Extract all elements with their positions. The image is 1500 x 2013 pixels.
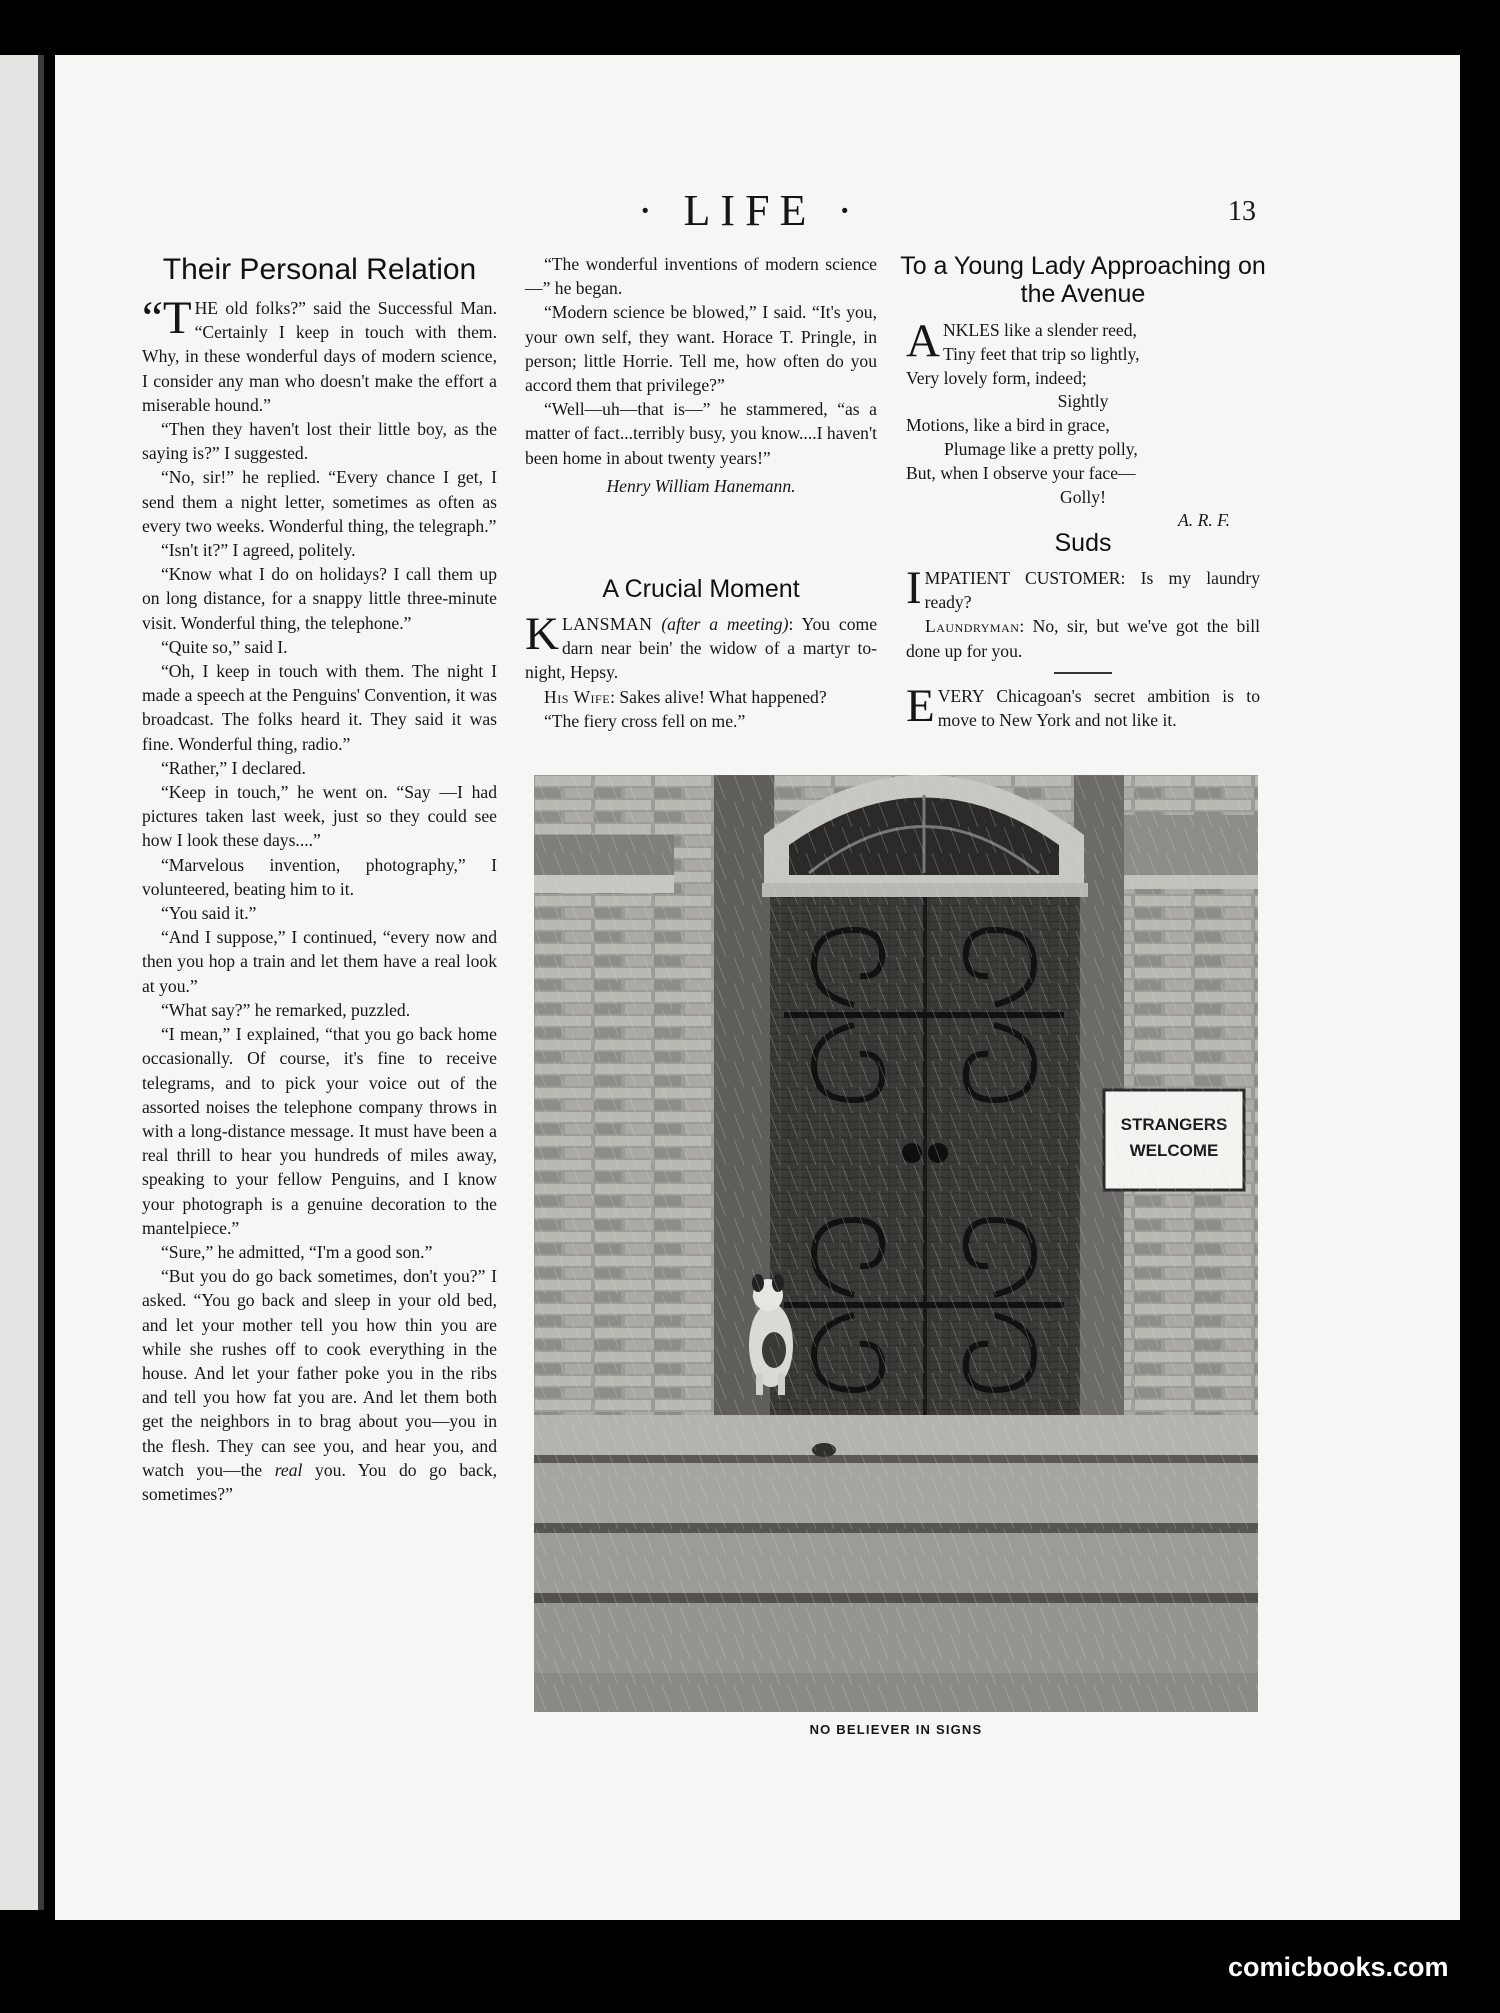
dialogue-line: “The fiery cross fell on me.” [544, 710, 746, 731]
chicago-paragraph [906, 679, 1260, 732]
article-title-personal-relation: Their Personal Relation [162, 253, 477, 286]
poem-line: But, when I observe your face— [906, 462, 1136, 483]
article-paragraph: “Sure,” he admitted, “I'm a good son.” [161, 1241, 433, 1262]
crucial-moment-body [525, 608, 878, 733]
article-paragraph [142, 1264, 497, 1506]
article-paragraph: “Then they haven't lost their little boy, as the saying is?” I suggested. [142, 419, 497, 464]
dialogue-text: : You come darn near bein' the widow of a martyr to-night, Hepsy. [525, 614, 878, 683]
speaker-name: His Wife [544, 686, 611, 707]
article-title-crucial-moment: A Crucial Moment [602, 575, 800, 603]
page-number: 13 [1228, 196, 1256, 227]
article-paragraph: “I mean,” I explained, “that you go back home occasionally. Of course, it's fine to receive telegrams, and to pick your voice out of the assorted noises the telephone company throws in with a long-distance message. It must have been a real thrill to hear you hundreds of miles away, speaking to your fellow Penguins, and I know your photograph is a genuine decoration to the mantelpiece.” [142, 1024, 497, 1238]
article-paragraph: “You said it.” [161, 903, 257, 924]
dialogue-text: : Is my laundry ready? [924, 568, 1260, 613]
previous-page-edge [0, 55, 44, 1910]
drop-cap: K [525, 608, 559, 660]
article-paragraph: “And I suppose,” I continued, “every now and then you hop a train and let them have a real look at you.” [142, 927, 497, 996]
poem-signature: A. R. F. [1178, 510, 1230, 531]
article-paragraph: “Keep in touch,” he went on. “Say —I had pictures taken last week, just so they could see how I look these days....” [142, 782, 497, 851]
poem-line: Very lovely form, indeed; [906, 367, 1087, 388]
emphasis: real [274, 1459, 303, 1480]
suds-title: Suds [1054, 529, 1112, 557]
watermark: comicbooks.com [1228, 1952, 1449, 1982]
speaker-name: MPATIENT CUSTOMER [924, 568, 1121, 588]
illustration-caption: NO BELIEVER IN SIGNS [809, 1722, 983, 1737]
dialogue-line [525, 685, 877, 709]
poem-line: Motions, like a bird in grace, [906, 415, 1110, 436]
paragraph-text: “But you do go back sometimes, don't you?” I asked. “You go back and sleep in your old bed, and let your mother tell you how thin you are while she rushes off to cook everything in the house. And let your father poke you in the ribs and tell you how fat you are. And let them both get the neighbors in to brag about you—you in the flesh. They can see you, and hear you, and watch you—the [142, 1266, 497, 1480]
article-paragraph: “Rather,” I declared. [161, 757, 306, 778]
article-paragraph: “No, sir!” he replied. “Every chance I get, I send them a night letter, sometimes as often as every two weeks. Wonderful thing, the telegraph.” [142, 467, 497, 536]
suds-body [906, 562, 1260, 732]
poem-line: Tiny feet that trip so lightly, [942, 343, 1140, 364]
article-paragraph: “Modern science be blowed,” I said. “It's you, your own self, they want. Horace T. Pringle, in person; little Horrie. Tell me, how often do you accord them that privilege?” [525, 302, 877, 396]
column-left [142, 292, 497, 1506]
article-paragraph: “Isn't it?” I agreed, politely. [161, 540, 356, 561]
poem-body [906, 315, 1260, 533]
speaker-name: LANSMAN [561, 614, 653, 634]
paragraph-text: you. You do go back, sometimes?” [142, 1459, 497, 1504]
drop-cap: “T [142, 292, 192, 344]
article-paragraph: “What say?” he remarked, puzzled. [161, 999, 411, 1020]
church-door-illustration [534, 775, 1258, 1712]
article-paragraph: “The wonderful inventions of modern science—” he began. [525, 254, 877, 299]
poem-line: Plumage like a pretty polly, [944, 438, 1138, 459]
dialogue-line [906, 614, 1260, 662]
illustration-drawing [534, 775, 1258, 1712]
dialogue-line [906, 562, 1260, 614]
paragraph-text: HE old folks?” said the Successful Man. “Certainly I keep in touch with them. Why, in these wonderful days of modern science, I consider any man who doesn't make the effort a miserable hound.” [142, 298, 497, 415]
article-paragraph: “Well—uh—that is—” he stammered, “as a matter of fact...terribly busy, you know....I haven't been home in about twenty years!” [525, 399, 877, 468]
column-middle [525, 252, 877, 498]
drop-cap: I [906, 562, 922, 614]
poem-text: NKLES like a slender reed, [942, 320, 1137, 340]
dialogue-line [525, 608, 878, 685]
poem-line: Sightly [1057, 391, 1109, 412]
article-byline: Henry William Hanemann. [606, 475, 796, 496]
drop-cap: E [906, 679, 935, 732]
drop-cap: A [906, 315, 940, 367]
article-paragraph: “Know what I do on holidays? I call them up on long distance, for a snappy little three-minute visit. Wonderful thing, the telephone.” [142, 564, 497, 633]
article-paragraph: “Quite so,” said I. [161, 636, 288, 657]
running-head: · LIFE · [637, 186, 863, 235]
section-divider [1054, 672, 1112, 674]
article-paragraph: “Oh, I keep in touch with them. The night I made a speech at the Penguins' Convention, it was broadcast. The folks heard it. They said it was fine. Wonderful thing, radio.” [142, 661, 497, 754]
dialogue-text: : Sakes alive! What happened? [610, 686, 827, 707]
poem-line: Golly! [1060, 486, 1106, 507]
article-paragraph [142, 292, 497, 417]
paragraph-text: VERY Chicagoan's secret ambition is to move to New York and not like it. [937, 685, 1260, 731]
speaker-name: Laundryman [925, 616, 1020, 637]
article-paragraph: “Marvelous invention, photography,” I volunteered, beating him to it. [142, 854, 497, 899]
poem-title: To a Young Lady Approaching on the Avenue [900, 252, 1266, 308]
dialogue-text: : No, sir, but we've got the bill done up for you. [906, 616, 1260, 661]
stage-direction: (after a meeting) [661, 614, 789, 634]
